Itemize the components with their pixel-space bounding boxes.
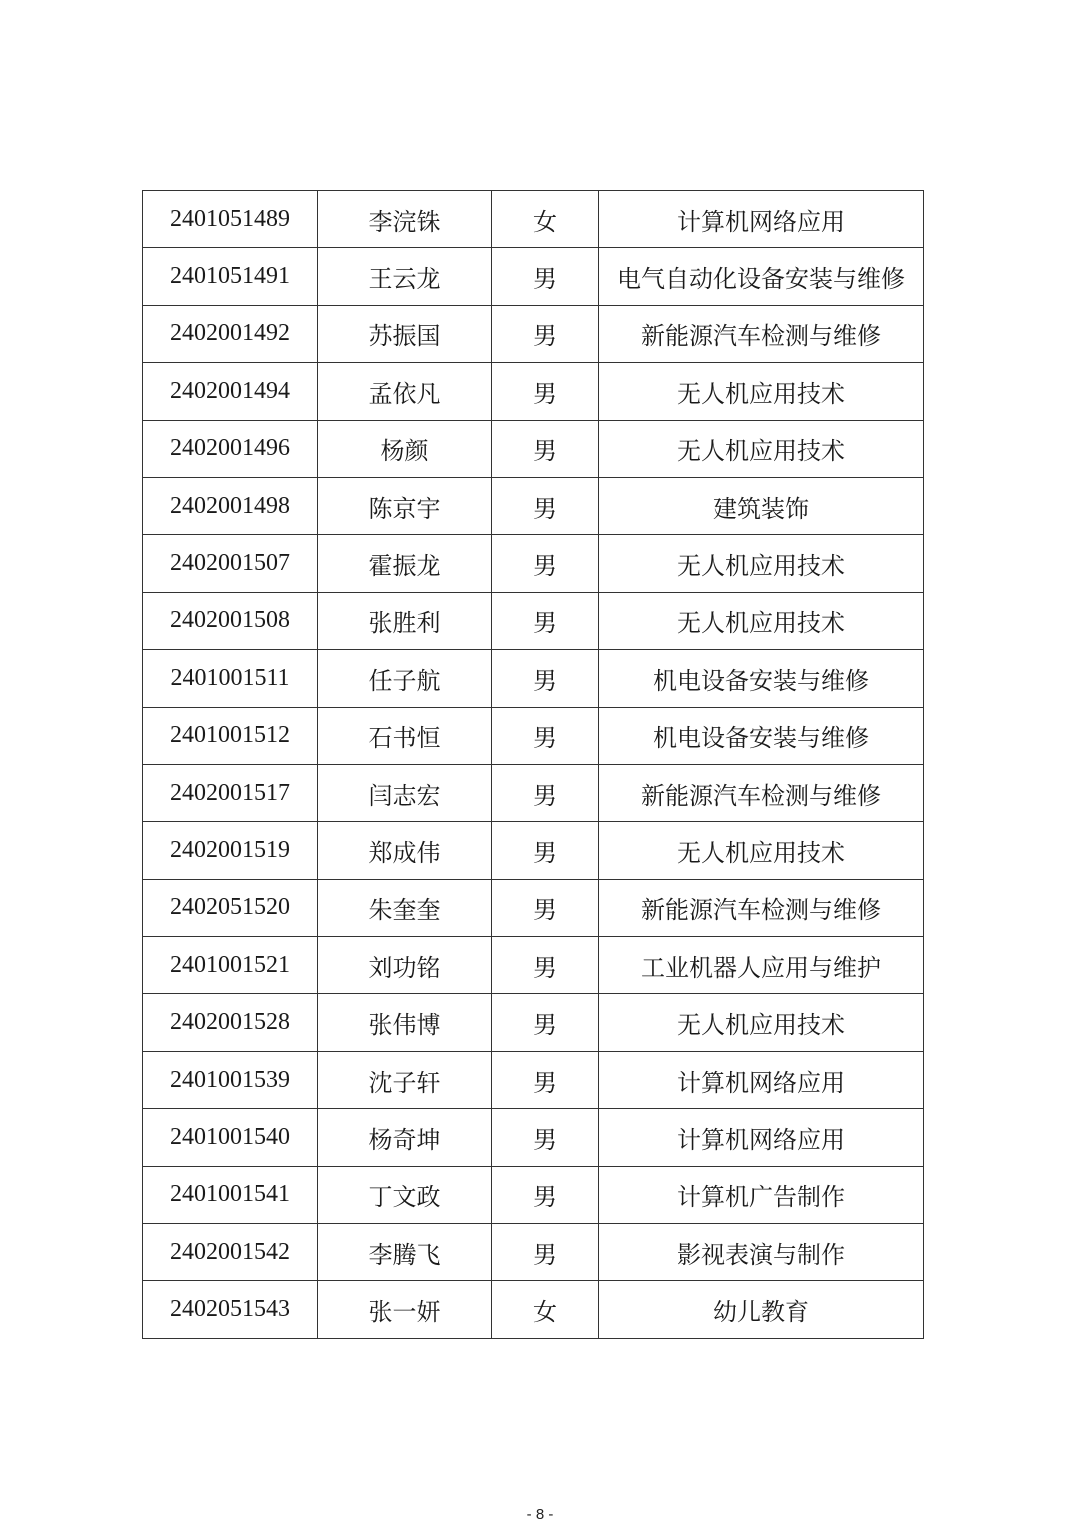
major-cell: 幼儿教育 — [599, 1281, 924, 1338]
student-roster-table — [142, 190, 924, 1339]
student-id-cell: 2401051489 — [143, 191, 318, 248]
gender-cell: 男 — [492, 248, 599, 305]
student-name-cell: 杨颜 — [318, 420, 492, 477]
table-row — [143, 707, 924, 764]
student-name-cell: 闫志宏 — [318, 764, 492, 821]
gender-cell: 男 — [492, 937, 599, 994]
student-name-cell: 李腾飞 — [318, 1224, 492, 1281]
student-id-cell: 2401051491 — [143, 248, 318, 305]
student-id-cell: 2401001539 — [143, 1051, 318, 1108]
roster-body — [143, 191, 924, 1339]
student-name-cell: 王云龙 — [318, 248, 492, 305]
student-name-cell: 沈子轩 — [318, 1051, 492, 1108]
table-row — [143, 1166, 924, 1223]
student-name-cell: 朱奎奎 — [318, 879, 492, 936]
major-cell: 新能源汽车检测与维修 — [599, 305, 924, 362]
table-row — [143, 1109, 924, 1166]
major-cell: 建筑装饰 — [599, 477, 924, 534]
student-id-cell: 2402051543 — [143, 1281, 318, 1338]
major-cell: 电气自动化设备安装与维修 — [599, 248, 924, 305]
table-row — [143, 764, 924, 821]
student-id-cell: 2402001508 — [143, 592, 318, 649]
student-id-cell: 2402001494 — [143, 363, 318, 420]
major-cell: 新能源汽车检测与维修 — [599, 879, 924, 936]
gender-cell: 男 — [492, 305, 599, 362]
student-id-cell: 2402001519 — [143, 822, 318, 879]
major-cell: 无人机应用技术 — [599, 363, 924, 420]
gender-cell: 男 — [492, 1166, 599, 1223]
student-id-cell: 2402051520 — [143, 879, 318, 936]
student-id-cell: 2401001512 — [143, 707, 318, 764]
gender-cell: 男 — [492, 363, 599, 420]
student-name-cell: 张胜利 — [318, 592, 492, 649]
student-name-cell: 杨奇坤 — [318, 1109, 492, 1166]
student-id-cell: 2402001507 — [143, 535, 318, 592]
major-cell: 无人机应用技术 — [599, 822, 924, 879]
table-row — [143, 477, 924, 534]
gender-cell: 男 — [492, 592, 599, 649]
table-row — [143, 420, 924, 477]
student-name-cell: 刘功铭 — [318, 937, 492, 994]
table-row — [143, 650, 924, 707]
table-row — [143, 1051, 924, 1108]
major-cell: 工业机器人应用与维护 — [599, 937, 924, 994]
gender-cell: 男 — [492, 994, 599, 1051]
student-name-cell: 石书恒 — [318, 707, 492, 764]
student-id-cell: 2401001521 — [143, 937, 318, 994]
gender-cell: 男 — [492, 535, 599, 592]
table-row — [143, 248, 924, 305]
student-name-cell: 张一妍 — [318, 1281, 492, 1338]
major-cell: 无人机应用技术 — [599, 994, 924, 1051]
student-name-cell: 霍振龙 — [318, 535, 492, 592]
student-name-cell: 丁文政 — [318, 1166, 492, 1223]
gender-cell: 男 — [492, 477, 599, 534]
major-cell: 无人机应用技术 — [599, 535, 924, 592]
table-row — [143, 305, 924, 362]
major-cell: 计算机网络应用 — [599, 1051, 924, 1108]
student-name-cell: 张伟博 — [318, 994, 492, 1051]
table-row — [143, 994, 924, 1051]
major-cell: 机电设备安装与维修 — [599, 650, 924, 707]
student-id-cell: 2402001542 — [143, 1224, 318, 1281]
major-cell: 无人机应用技术 — [599, 592, 924, 649]
gender-cell: 男 — [492, 764, 599, 821]
student-name-cell: 郑成伟 — [318, 822, 492, 879]
major-cell: 机电设备安装与维修 — [599, 707, 924, 764]
student-id-cell: 2402001528 — [143, 994, 318, 1051]
student-id-cell: 2401001540 — [143, 1109, 318, 1166]
table-row — [143, 822, 924, 879]
student-id-cell: 2401001541 — [143, 1166, 318, 1223]
table-row — [143, 535, 924, 592]
major-cell: 无人机应用技术 — [599, 420, 924, 477]
student-id-cell: 2402001492 — [143, 305, 318, 362]
major-cell: 影视表演与制作 — [599, 1224, 924, 1281]
table-row — [143, 937, 924, 994]
gender-cell: 女 — [492, 191, 599, 248]
student-id-cell: 2402001517 — [143, 764, 318, 821]
student-id-cell: 2402001498 — [143, 477, 318, 534]
student-name-cell: 陈京宇 — [318, 477, 492, 534]
student-id-cell: 2402001496 — [143, 420, 318, 477]
major-cell: 计算机网络应用 — [599, 191, 924, 248]
student-name-cell: 任子航 — [318, 650, 492, 707]
page-number: - 8 - — [526, 1506, 554, 1523]
table-row — [143, 363, 924, 420]
gender-cell: 男 — [492, 822, 599, 879]
table-row — [143, 1281, 924, 1338]
major-cell: 计算机广告制作 — [599, 1166, 924, 1223]
table-row — [143, 191, 924, 248]
gender-cell: 男 — [492, 650, 599, 707]
student-name-cell: 苏振国 — [318, 305, 492, 362]
major-cell: 新能源汽车检测与维修 — [599, 764, 924, 821]
student-name-cell: 李浣铢 — [318, 191, 492, 248]
gender-cell: 男 — [492, 420, 599, 477]
table-row — [143, 879, 924, 936]
gender-cell: 女 — [492, 1281, 599, 1338]
gender-cell: 男 — [492, 1109, 599, 1166]
gender-cell: 男 — [492, 879, 599, 936]
major-cell: 计算机网络应用 — [599, 1109, 924, 1166]
student-name-cell: 孟依凡 — [318, 363, 492, 420]
gender-cell: 男 — [492, 1224, 599, 1281]
gender-cell: 男 — [492, 1051, 599, 1108]
table-row — [143, 1224, 924, 1281]
gender-cell: 男 — [492, 707, 599, 764]
student-id-cell: 2401001511 — [143, 650, 318, 707]
table-row — [143, 592, 924, 649]
